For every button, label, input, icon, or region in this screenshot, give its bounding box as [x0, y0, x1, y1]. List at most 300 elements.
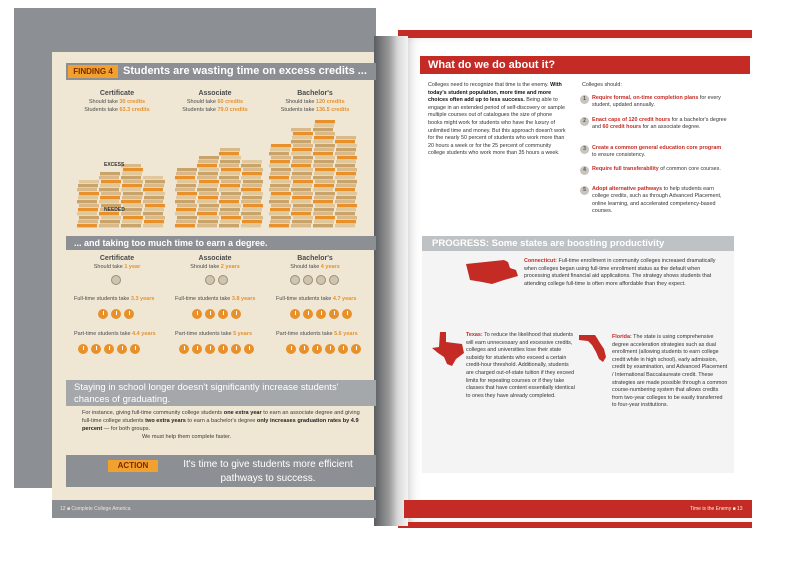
book-icon [123, 192, 143, 195]
clock-icon [351, 344, 361, 354]
book-icon [242, 160, 262, 163]
progress-title: PROGRESS: Some states are boosting productivity [422, 236, 734, 251]
clock-icon [205, 275, 215, 285]
book-icon [314, 124, 334, 127]
book-icon [315, 168, 335, 171]
ft-label: Full-time students take 3.3 years [74, 296, 155, 302]
book-icon [101, 216, 121, 219]
book-icon [291, 188, 311, 191]
clock-icon [192, 309, 202, 319]
credits-col-head: Associate [198, 90, 232, 97]
book-icon [122, 184, 142, 187]
book-icon [144, 220, 164, 223]
book-icon [144, 208, 164, 211]
book-icon [220, 220, 240, 223]
time-should: Should take 4 years [290, 264, 340, 270]
book-icon [77, 212, 97, 215]
book-icon [143, 188, 163, 191]
book-icon [145, 216, 165, 219]
book-icon [313, 164, 333, 167]
book-icon [335, 212, 355, 215]
book-icon [177, 204, 197, 207]
clock-icon [104, 344, 114, 354]
book-icon [270, 184, 290, 187]
book-icon [79, 204, 99, 207]
book-icon [315, 144, 335, 147]
connecticut-text: Connecticut: Full-time enrollment in community colleges increased dramatically when colleges began using full-time enrollment status as the default when processing student financial aid applications. The strategy shows students that attending college full-time is often more affordable than they expect. [524, 258, 716, 287]
time-should: Should take 1 year [93, 264, 141, 270]
clock-icon [218, 275, 228, 285]
book-icon [315, 192, 335, 195]
book-icon [122, 172, 142, 175]
book-icon [220, 148, 240, 151]
clock-icon [303, 275, 313, 285]
book-icon [313, 188, 333, 191]
book-icon [219, 188, 239, 191]
book-icon [175, 188, 195, 191]
clock-icon [179, 344, 189, 354]
book-icon [313, 176, 333, 179]
book-icon [197, 224, 217, 227]
book-icon [293, 156, 313, 159]
credits-should: Should take 30 credits [88, 99, 146, 105]
book-icon [243, 192, 263, 195]
action-text: It's time to give students more efficient pathways to success. [183, 459, 353, 484]
book-icon [77, 224, 97, 227]
book-icon [198, 184, 218, 187]
staying-title: Staying in school longer doesn't significantly increase students' chances of graduating. [66, 380, 376, 406]
book-icon [145, 180, 165, 183]
book-icon [292, 148, 312, 151]
book-icon [220, 172, 240, 175]
book-icon [197, 188, 217, 191]
book-icon [176, 208, 196, 211]
book-icon [243, 216, 263, 219]
book-icon [242, 208, 262, 211]
book-icon [292, 184, 312, 187]
book-icon [270, 196, 290, 199]
book-icon [291, 224, 311, 227]
book-icon [122, 220, 142, 223]
recommendation-step: 3 Create a common general education core program to ensure consistency. [580, 145, 725, 163]
book-icon [314, 148, 334, 151]
excess-label: EXCESS [104, 162, 125, 168]
book-icon [269, 212, 289, 215]
credits-take: Students take 136.5 credits [280, 107, 350, 113]
book-icon [293, 144, 313, 147]
book-icon [271, 156, 291, 159]
ft-label: Full-time students take 3.8 years [175, 296, 256, 302]
credits-take: Students take 79.0 credits [182, 107, 248, 113]
clock-icon [303, 309, 313, 319]
credits-col-head: Bachelor's [297, 90, 333, 97]
book-icon [242, 184, 262, 187]
book-icon [199, 204, 219, 207]
book-icon [199, 180, 219, 183]
book-icon [291, 200, 311, 203]
clock-icon [192, 344, 202, 354]
book-icon [220, 196, 240, 199]
book-icon [293, 132, 313, 135]
book-icon [335, 188, 355, 191]
clock-icon [290, 275, 300, 285]
time-section-title: ... and taking too much time to earn a degree. [66, 236, 376, 250]
recommendation-step: 5 Adopt alternative pathways to help students earn college credits, such as through Advanced Placement, online learning, and accelerated competency-based courses. [580, 186, 725, 220]
book-icon [175, 200, 195, 203]
step-number: 1 [580, 95, 589, 104]
book-icon [314, 220, 334, 223]
book-icon [78, 196, 98, 199]
clock-icon [290, 309, 300, 319]
book-icon [197, 200, 217, 203]
book-icon [314, 172, 334, 175]
pt-label: Part-time students take 5 years [175, 331, 253, 337]
book-icon [269, 224, 289, 227]
ft-label: Full-time students take 4.7 years [276, 296, 357, 302]
book-icon [121, 176, 141, 179]
book-icon [291, 212, 311, 215]
book-icon [144, 184, 164, 187]
clock-icon [124, 309, 134, 319]
book-icon [269, 164, 289, 167]
book-icon [219, 164, 239, 167]
book-icon [315, 156, 335, 159]
recommendation-step: 4 Require full transferability of common core courses. [580, 166, 725, 184]
book-icon [175, 212, 195, 215]
clock-icon [130, 344, 140, 354]
book-icon [176, 196, 196, 199]
book-icon [143, 224, 163, 227]
book-icon [293, 192, 313, 195]
book-icon [291, 176, 311, 179]
book-icon [77, 200, 97, 203]
book-icon [79, 216, 99, 219]
book-icon [198, 196, 218, 199]
clock-icon [299, 344, 309, 354]
clock-icon [329, 309, 339, 319]
book-icon [291, 152, 311, 155]
book-icon [313, 152, 333, 155]
book-icon [99, 224, 119, 227]
book-icon [175, 224, 195, 227]
book-icon [123, 168, 143, 171]
book-icon [176, 184, 196, 187]
book-icon [315, 204, 335, 207]
book-icon [337, 204, 357, 207]
book-icon [270, 160, 290, 163]
book-icon [337, 192, 357, 195]
book-icon [336, 172, 356, 175]
time-should: Should take 2 years [190, 264, 240, 270]
book-icon [314, 196, 334, 199]
recommendation-step: 1 Require formal, on-time completion plans for every student, updated annually. [580, 95, 725, 113]
book-icon [99, 188, 119, 191]
intro-paragraph: Colleges need to recognize that time is the enemy. With today's student population, more time and more choices often add up to less success. Being able to engage in an extended period of self-discovery or sample multiple courses out of catalogues the size of phone books might work for students who have the luxury of unlimited time and money. But this approach doesn't work for the nearly 50 percent of students who work more than 20 hours a week or for the 25 percent of community college students who work more than 35 hours a week. [428, 82, 566, 157]
book-icon [313, 140, 333, 143]
book-icon [292, 172, 312, 175]
book-icon [291, 128, 311, 131]
clock-icon [325, 344, 335, 354]
book-icon [271, 180, 291, 183]
book-icon [271, 144, 291, 147]
book-icon [123, 216, 143, 219]
book-icon [337, 144, 357, 147]
finding-paragraph: For instance, giving full-time community college students one extra year to earn an associate degree and giving full-time college students two extra years to earn a bachelor's degree only increases graduation rates by 4.9 percent — for both groups. We must help them complete faster. [82, 410, 360, 440]
book-icon [269, 152, 289, 155]
book-icon [121, 188, 141, 191]
footer-right-text: Time is the Enemy ■ 13 [690, 506, 743, 512]
finding-title: Students are wasting time on excess credits ... [123, 65, 367, 77]
book-icon [176, 220, 196, 223]
book-icon [336, 220, 356, 223]
book-icon [198, 172, 218, 175]
book-icon [221, 156, 241, 159]
book-icon [199, 156, 219, 159]
pt-label: Part-time students take 5.6 years [276, 331, 358, 337]
book-icon [177, 216, 197, 219]
book-icon [197, 164, 217, 167]
book-icon [269, 188, 289, 191]
credits-col-head: Certificate [99, 90, 135, 97]
book-icon [99, 176, 119, 179]
book-icon [99, 200, 119, 203]
what-title: What do we do about it? [420, 56, 750, 74]
credits-take: Students take 63.3 credits [84, 107, 150, 113]
book-icon [198, 208, 218, 211]
should-lead: Colleges should: [582, 82, 622, 88]
book-icon [143, 212, 163, 215]
book-icon [315, 132, 335, 135]
book-icon [78, 184, 98, 187]
brochure-fold [374, 36, 408, 526]
book-icon [220, 208, 240, 211]
book-icon [293, 216, 313, 219]
clock-icon [231, 344, 241, 354]
book-icon [313, 200, 333, 203]
book-icon [270, 148, 290, 151]
book-icon [199, 168, 219, 171]
clock-icon [78, 344, 88, 354]
book-icon [79, 192, 99, 195]
book-icon [336, 136, 356, 139]
book-icon [145, 192, 165, 195]
book-icon [177, 192, 197, 195]
clock-icon [231, 309, 241, 319]
book-icon [291, 164, 311, 167]
book-icon [313, 128, 333, 131]
book-icon [242, 220, 262, 223]
book-icon [314, 184, 334, 187]
step-number: 3 [580, 145, 589, 154]
book-icon [78, 208, 98, 211]
book-icon [221, 204, 241, 207]
book-icon [101, 192, 121, 195]
book-icon [78, 220, 98, 223]
book-icon [241, 164, 261, 167]
florida-map-icon [578, 333, 608, 363]
step-number: 2 [580, 117, 589, 126]
book-icon [77, 188, 97, 191]
book-icon [314, 136, 334, 139]
book-icon [270, 172, 290, 175]
clock-icon [244, 344, 254, 354]
book-icon [292, 208, 312, 211]
florida-text: Florida: The state is using comprehensive degree acceleration strategies such as dual enrollment (allowing students to earn college credit while in high school), early admission, credit by examination, and Advanced Placement / International Baccalaureate credit. These strategies are made possible through a common course-numbering system that allows credits from two-year colleges to be easily transferred to four-year institutions. [612, 334, 728, 409]
book-icon [144, 196, 164, 199]
book-icon [293, 180, 313, 183]
book-icon [241, 176, 261, 179]
recommendation-step: 2 Enact caps of 120 credit hours for a bachelor's degree and 60 credit hours for an associate degree. [580, 117, 725, 141]
footer-left-text: 12 ■ Complete College America [60, 506, 131, 512]
book-icon [143, 176, 163, 179]
time-col-head: Certificate [99, 255, 135, 262]
clock-icon [218, 344, 228, 354]
book-icon [315, 216, 335, 219]
book-icon [197, 176, 217, 179]
connecticut-map-icon [464, 258, 520, 286]
book-icon [336, 196, 356, 199]
book-icon [337, 168, 357, 171]
book-icon [270, 220, 290, 223]
book-icon [243, 168, 263, 171]
clock-icon [316, 275, 326, 285]
book-icon [241, 224, 261, 227]
clock-icon [111, 275, 121, 285]
book-icon [335, 164, 355, 167]
book-icon [122, 196, 142, 199]
book-icon [121, 224, 141, 227]
book-icon [123, 204, 143, 207]
clock-icon [98, 309, 108, 319]
book-icon [175, 176, 195, 179]
book-icon [270, 208, 290, 211]
book-icon [177, 180, 197, 183]
book-icon [199, 192, 219, 195]
book-icon [271, 204, 291, 207]
book-icon [293, 168, 313, 171]
book-icon [292, 160, 312, 163]
clock-icon [218, 309, 228, 319]
time-col-head: Associate [198, 255, 232, 262]
book-icon [271, 192, 291, 195]
clock-icon [117, 344, 127, 354]
credits-should: Should take 60 credits [186, 99, 244, 105]
clock-icon [286, 344, 296, 354]
book-icon [293, 204, 313, 207]
clock-icon [91, 344, 101, 354]
book-icon [241, 188, 261, 191]
book-icon [292, 220, 312, 223]
book-icon [219, 200, 239, 203]
needed-label: NEEDED [104, 207, 125, 213]
book-icon [221, 168, 241, 171]
book-icon [243, 180, 263, 183]
book-icon [197, 212, 217, 215]
book-icon [198, 160, 218, 163]
book-icon [101, 180, 121, 183]
book-icon [335, 200, 355, 203]
book-icon [219, 176, 239, 179]
book-icon [79, 180, 99, 183]
book-icon [337, 156, 357, 159]
book-icon [221, 216, 241, 219]
clock-icon [329, 275, 339, 285]
book-icon [220, 184, 240, 187]
step-number: 5 [580, 186, 589, 195]
book-icon [241, 212, 261, 215]
clock-icon [316, 309, 326, 319]
book-icon [123, 180, 143, 183]
book-icon [314, 160, 334, 163]
book-icon [100, 184, 120, 187]
book-icon [221, 192, 241, 195]
book-icon [292, 136, 312, 139]
clock-icon [338, 344, 348, 354]
book-icon [243, 204, 263, 207]
step-number: 4 [580, 166, 589, 175]
book-icon [221, 180, 241, 183]
book-icon [100, 220, 120, 223]
book-icon [292, 196, 312, 199]
finding-tag: FINDING 4 [68, 65, 118, 78]
book-icon [314, 208, 334, 211]
book-icon [337, 180, 357, 183]
book-icon [336, 160, 356, 163]
book-icon [219, 212, 239, 215]
book-icon [269, 200, 289, 203]
book-icon [219, 152, 239, 155]
book-icon [313, 224, 333, 227]
clock-icon [312, 344, 322, 354]
book-icon [198, 220, 218, 223]
credits-should: Should take 120 credits [285, 99, 345, 105]
book-icon [143, 200, 163, 203]
book-icon [313, 212, 333, 215]
book-icon [336, 184, 356, 187]
book-icon [242, 172, 262, 175]
book-icon [335, 224, 355, 227]
action-tag: ACTION [108, 460, 158, 472]
book-icon [337, 216, 357, 219]
book-icon [335, 152, 355, 155]
book-icon [335, 176, 355, 179]
book-icon [177, 168, 197, 171]
book-icon [241, 200, 261, 203]
book-icon [122, 208, 142, 211]
book-icon [121, 200, 141, 203]
clock-icon [205, 344, 215, 354]
book-icon [242, 196, 262, 199]
time-col-head: Bachelor's [297, 255, 333, 262]
book-icon [100, 196, 120, 199]
book-icon [220, 160, 240, 163]
clock-icon [205, 309, 215, 319]
book-icon [315, 120, 335, 123]
texas-map-icon [430, 331, 466, 367]
pt-label: Part-time students take 4.4 years [74, 331, 156, 337]
book-icon [176, 172, 196, 175]
book-icon [336, 208, 356, 211]
book-icon [269, 176, 289, 179]
book-icon [336, 148, 356, 151]
book-icon [219, 224, 239, 227]
book-icon [145, 204, 165, 207]
clock-icon [342, 309, 352, 319]
book-icon [100, 172, 120, 175]
book-icon [271, 216, 291, 219]
book-icon [291, 140, 311, 143]
texas-text: Texas: To reduce the likelihood that students will earn unnecessary and excessive credits, colleges and universities lose their state subsidy for students who exceed a certain credit-hour threshold. Additionally, students are charged out-of-state tuition if they exceed limits for repeating courses or if they take classes that have content essentially identical to ones they have already completed. [466, 332, 575, 399]
